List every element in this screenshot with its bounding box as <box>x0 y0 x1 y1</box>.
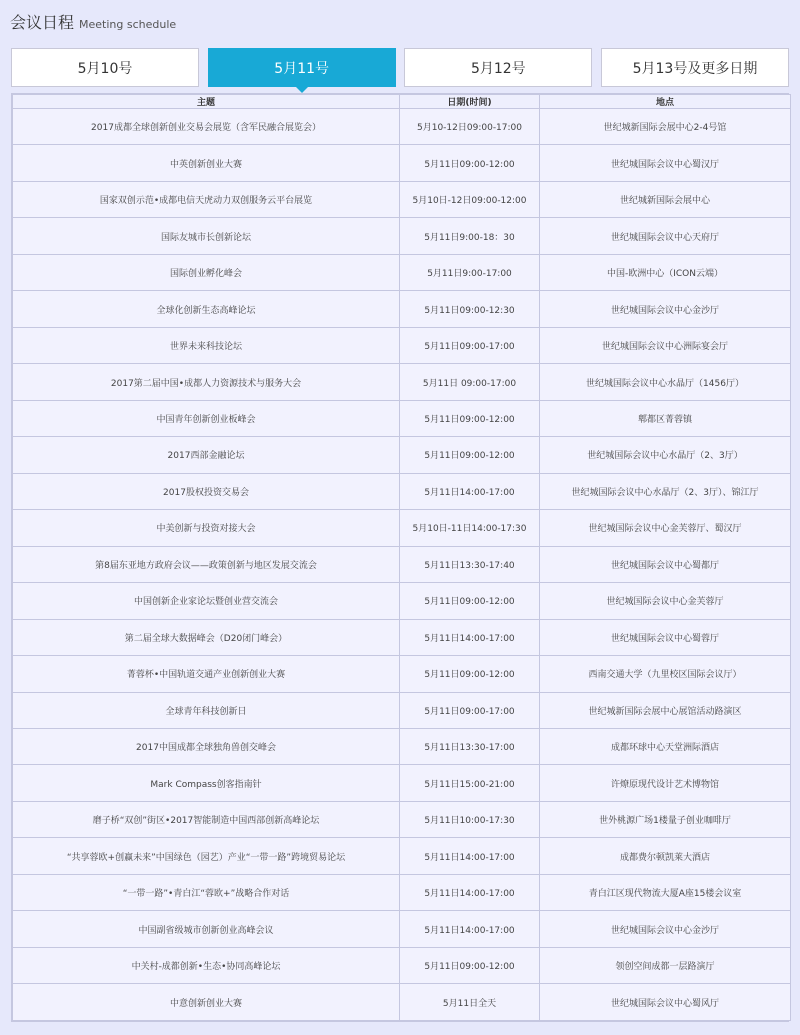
cell-topic: 全球青年科技创新日 <box>13 692 400 728</box>
table-row <box>13 765 791 801</box>
table-row <box>13 619 791 655</box>
cell-topic: 磨子桥“双创”街区•2017智能制造中国西部创新高峰论坛 <box>13 801 400 837</box>
cell-date: 5月11日09:00-12:00 <box>400 437 540 473</box>
cell-date: 5月11日15:00-21:00 <box>400 765 540 801</box>
cell-date: 5月11日 09:00-17:00 <box>400 364 540 400</box>
page-title: 会议日程 <box>10 13 75 32</box>
cell-venue: 青白江区现代物流大厦A座15楼会议室 <box>540 874 791 910</box>
cell-date: 5月11日全天 <box>400 984 540 1021</box>
tab-label: 5月10号 <box>77 60 133 77</box>
table-row <box>13 911 791 947</box>
table-row <box>13 109 791 145</box>
column-header-topic: 主题 <box>13 95 400 109</box>
cell-venue: 世纪城国际会议中心金芙蓉厅 <box>540 583 791 619</box>
cell-topic: 中英创新创业大赛 <box>13 145 400 181</box>
table-row <box>13 874 791 910</box>
cell-venue: 西南交通大学（九里校区国际会议厅） <box>540 656 791 692</box>
table-row <box>13 437 791 473</box>
table-row <box>13 510 791 546</box>
cell-venue: 世纪城国际会议中心金沙厅 <box>540 911 791 947</box>
table-row <box>13 254 791 290</box>
cell-venue: 成都环球中心天堂洲际酒店 <box>540 728 791 764</box>
cell-venue: 世纪城国际会议中心蜀风厅 <box>540 984 791 1021</box>
cell-venue: 世外桃源广场1楼量子创业咖啡厅 <box>540 801 791 837</box>
cell-date: 5月11日09:00-12:30 <box>400 291 540 327</box>
cell-date: 5月11日14:00-17:00 <box>400 838 540 874</box>
cell-topic: 中美创新与投资对接大会 <box>13 510 400 546</box>
cell-date: 5月11日09:00-12:00 <box>400 400 540 436</box>
cell-venue: 世纪城国际会议中心蜀蓉厅 <box>540 619 791 655</box>
tab-may-13-and-more[interactable] <box>601 48 789 87</box>
cell-date: 5月11日14:00-17:00 <box>400 473 540 509</box>
date-tabs <box>11 48 789 87</box>
cell-topic: 中国创新企业家论坛暨创业营交流会 <box>13 583 400 619</box>
cell-topic: Mark Compass创客指南针 <box>13 765 400 801</box>
cell-date: 5月11日9:00-18：30 <box>400 218 540 254</box>
cell-date: 5月10日-11日14:00-17:30 <box>400 510 540 546</box>
cell-topic: “共享蓉欧+创赢未来”中国绿色（园艺）产业“一带一路”跨境贸易论坛 <box>13 838 400 874</box>
cell-topic: 中关村-成都创新•生态•协同高峰论坛 <box>13 947 400 983</box>
table-row <box>13 218 791 254</box>
cell-topic: 国家双创示范•成都电信天虎动力双创服务云平台展览 <box>13 181 400 217</box>
column-header-venue: 地点 <box>540 95 791 109</box>
cell-topic: 2017第二届中国•成都人力资源技术与服务大会 <box>13 364 400 400</box>
cell-date: 5月11日14:00-17:00 <box>400 911 540 947</box>
cell-date: 5月11日13:30-17:00 <box>400 728 540 764</box>
table-row <box>13 801 791 837</box>
cell-topic: 国际友城市长创新论坛 <box>13 218 400 254</box>
cell-topic: 2017股权投资交易会 <box>13 473 400 509</box>
table-header-row <box>13 95 791 109</box>
tab-label: 5月13号及更多日期 <box>632 60 758 77</box>
table-row <box>13 546 791 582</box>
cell-topic: 中国青年创新创业板峰会 <box>13 400 400 436</box>
cell-topic: 2017中国成都全球独角兽创交峰会 <box>13 728 400 764</box>
cell-topic: 第二届全球大数据峰会（D20闭门峰会） <box>13 619 400 655</box>
cell-topic: 国际创业孵化峰会 <box>13 254 400 290</box>
cell-venue: 世纪城国际会议中心蜀都厅 <box>540 546 791 582</box>
table-row <box>13 181 791 217</box>
tab-label: 5月11号 <box>274 60 330 77</box>
cell-topic: 2017西部金融论坛 <box>13 437 400 473</box>
table-row <box>13 692 791 728</box>
page-header <box>10 10 176 34</box>
table-row <box>13 728 791 764</box>
cell-topic: 中意创新创业大赛 <box>13 984 400 1021</box>
cell-venue: 领创空间成都一层路演厅 <box>540 947 791 983</box>
table-row <box>13 400 791 436</box>
tab-may-12[interactable] <box>404 48 592 87</box>
tab-may-11[interactable] <box>208 48 396 87</box>
cell-venue: 世纪城新国际会展中心展馆活动路演区 <box>540 692 791 728</box>
cell-topic: 2017成都全球创新创业交易会展览（含军民融合展览会） <box>13 109 400 145</box>
table-row <box>13 984 791 1021</box>
cell-date: 5月11日14:00-17:00 <box>400 874 540 910</box>
cell-venue: 世纪城国际会议中心金沙厅 <box>540 291 791 327</box>
tab-label: 5月12号 <box>470 60 526 77</box>
cell-venue: 世纪城国际会议中心天府厅 <box>540 218 791 254</box>
tab-may-10[interactable] <box>11 48 199 87</box>
cell-venue: 世纪城国际会议中心蜀汉厅 <box>540 145 791 181</box>
schedule-table <box>12 94 791 1021</box>
table-row <box>13 583 791 619</box>
cell-venue: 世纪城新国际会展中心2-4号馆 <box>540 109 791 145</box>
cell-date: 5月11日13:30-17:40 <box>400 546 540 582</box>
cell-date: 5月10日-12日09:00-12:00 <box>400 181 540 217</box>
cell-topic: 第8届东亚地方政府会议——政策创新与地区发展交流会 <box>13 546 400 582</box>
cell-venue: 世纪城新国际会展中心 <box>540 181 791 217</box>
table-row <box>13 656 791 692</box>
cell-date: 5月11日10:00-17:30 <box>400 801 540 837</box>
active-tab-caret-icon <box>295 86 309 93</box>
cell-venue: 世纪城国际会议中心水晶厅（2、3厅） <box>540 437 791 473</box>
column-header-date: 日期(时间) <box>400 95 540 109</box>
cell-date: 5月11日09:00-17:00 <box>400 692 540 728</box>
cell-venue: 世纪城国际会议中心水晶厅（1456厅） <box>540 364 791 400</box>
cell-topic: 菁蓉杯•中国轨道交通产业创新创业大赛 <box>13 656 400 692</box>
cell-topic: 世界未来科技论坛 <box>13 327 400 363</box>
cell-venue: 许燎原现代设计艺术博物馆 <box>540 765 791 801</box>
cell-venue: 郫都区菁蓉镇 <box>540 400 791 436</box>
cell-date: 5月11日09:00-12:00 <box>400 947 540 983</box>
cell-date: 5月11日09:00-12:00 <box>400 656 540 692</box>
cell-topic: 中国副省级城市创新创业高峰会议 <box>13 911 400 947</box>
cell-venue: 成都费尔顿凯莱大酒店 <box>540 838 791 874</box>
cell-date: 5月11日09:00-17:00 <box>400 327 540 363</box>
table-row <box>13 291 791 327</box>
cell-venue: 中国-欧洲中心（ICON云端） <box>540 254 791 290</box>
cell-date: 5月11日09:00-12:00 <box>400 583 540 619</box>
cell-venue: 世纪城国际会议中心水晶厅（2、3厅）、锦江厅 <box>540 473 791 509</box>
table-row <box>13 947 791 983</box>
cell-topic: 全球化创新生态高峰论坛 <box>13 291 400 327</box>
cell-date: 5月10-12日09:00-17:00 <box>400 109 540 145</box>
cell-venue: 世纪城国际会议中心洲际宴会厅 <box>540 327 791 363</box>
page-subtitle: Meeting schedule <box>79 18 177 31</box>
cell-venue: 世纪城国际会议中心金芙蓉厅、蜀汉厅 <box>540 510 791 546</box>
cell-date: 5月11日09:00-12:00 <box>400 145 540 181</box>
table-row <box>13 364 791 400</box>
table-row <box>13 473 791 509</box>
cell-date: 5月11日9:00-17:00 <box>400 254 540 290</box>
cell-topic: “一带一路”•青白江“蓉欧+”战略合作对话 <box>13 874 400 910</box>
schedule-table-container <box>11 93 789 1022</box>
table-row <box>13 145 791 181</box>
cell-date: 5月11日14:00-17:00 <box>400 619 540 655</box>
table-row <box>13 838 791 874</box>
table-row <box>13 327 791 363</box>
